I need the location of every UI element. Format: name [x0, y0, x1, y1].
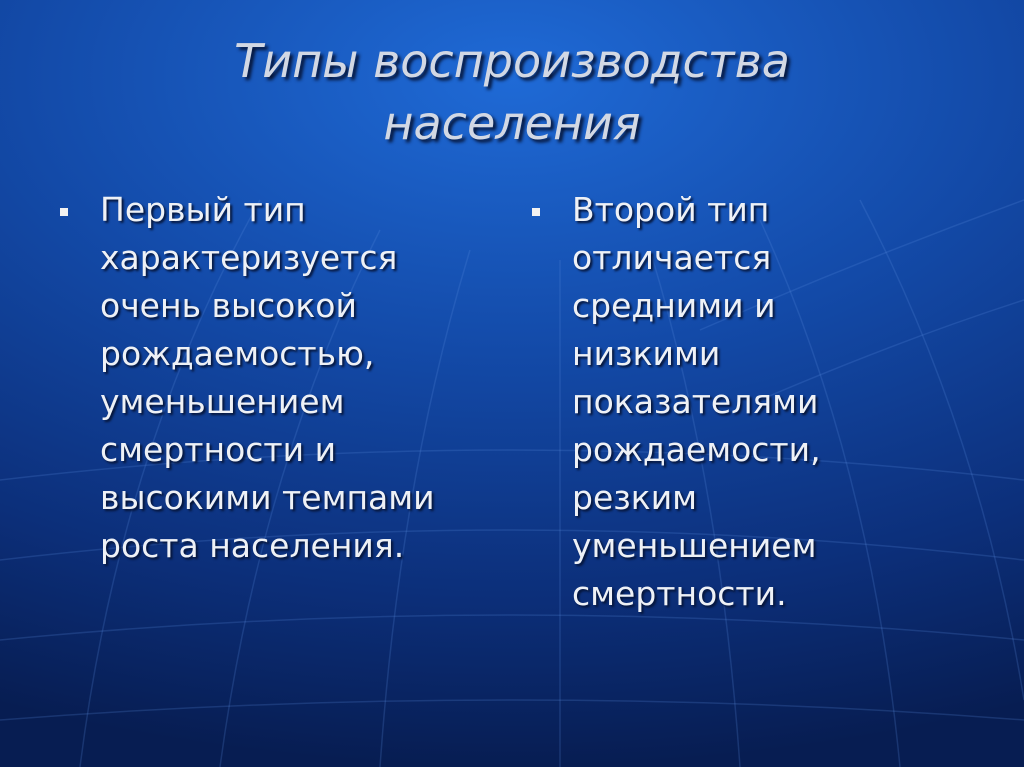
bullet-item-second-type: [532, 186, 972, 618]
bullet-text-second-type: Второй тип отличается средними и низкими показателями рождаемости, резким уменьшением смертности.: [572, 190, 821, 613]
slide-title: [0, 30, 1024, 154]
slide-title-line-2: населения: [383, 96, 641, 150]
slide-title-line-1: Типы воспроизводства: [234, 34, 790, 88]
bullet-text-first-type: Первый тип характеризуется очень высокой рождаемостью, уменьшением смертности и высокими темпами роста населения.: [100, 190, 435, 565]
square-bullet-icon: [60, 208, 68, 216]
bullet-item-first-type: [60, 186, 500, 570]
square-bullet-icon: [532, 208, 540, 216]
